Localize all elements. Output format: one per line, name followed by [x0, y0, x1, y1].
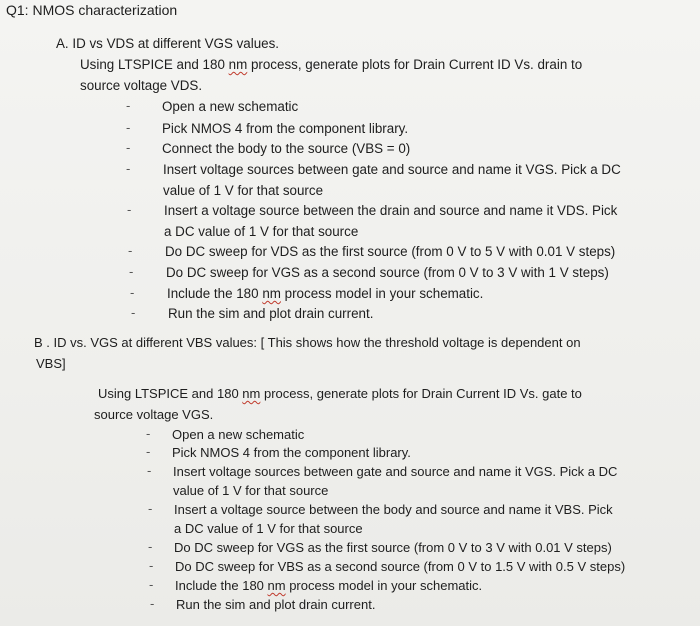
- a-step-sweep-vgs: Do DC sweep for VGS as a second source (from 0 V to 3 V with 1 V steps): [166, 265, 609, 280]
- b-step-open-schematic: Open a new schematic: [172, 427, 305, 442]
- bullet-dash: -: [128, 243, 133, 258]
- a-step-run-sim: Run the sim and plot drain current.: [168, 306, 374, 321]
- bullet-dash: -: [126, 120, 131, 135]
- a-step-insert-vds-line1: Insert a voltage source between the drain and source and name it VDS. Pick: [164, 203, 618, 218]
- b-step-insert-vbs-line2: a DC value of 1 V for that source: [174, 521, 363, 536]
- bullet-dash: -: [148, 501, 153, 516]
- bullet-dash: -: [150, 596, 155, 611]
- bullet-dash: -: [149, 577, 154, 592]
- section-b-intro-line1: Using LTSPICE and 180 nm process, generate plots for Drain Current ID Vs. gate to: [98, 386, 582, 401]
- bullet-dash: -: [126, 140, 131, 155]
- a-step-connect-body: Connect the body to the source (VBS = 0): [162, 141, 411, 156]
- b-step-include-model: Include the 180 nm process model in your schematic.: [175, 578, 483, 593]
- b-step-insert-vbs-line1: Insert a voltage source between the body and source and name it VBS. Pick: [174, 502, 613, 517]
- a-step-insert-vgs-line1: Insert voltage sources between gate and source and name it VGS. Pick a DC: [163, 162, 621, 177]
- a-step-insert-vds-line2: a DC value of 1 V for that source: [164, 224, 359, 239]
- bullet-dash: -: [146, 444, 151, 459]
- section-b-heading-line2: VBS]: [36, 356, 66, 371]
- bullet-dash: -: [129, 264, 134, 279]
- a-step-sweep-vds: Do DC sweep for VDS as the first source (from 0 V to 5 V with 0.01 V steps): [165, 244, 616, 259]
- b-step-insert-vgs-line2: value of 1 V for that source: [173, 483, 329, 498]
- bullet-dash: -: [149, 558, 154, 573]
- section-a-intro-line2: source voltage VDS.: [80, 78, 203, 93]
- bullet-dash: -: [147, 463, 152, 478]
- bullet-dash: -: [127, 202, 132, 217]
- page-title: Q1: NMOS characterization: [6, 2, 178, 18]
- b-step-insert-vgs-line1: Insert voltage sources between gate and source and name it VGS. Pick a DC: [173, 464, 618, 479]
- section-a-intro-line1: Using LTSPICE and 180 nm process, generate plots for Drain Current ID Vs. drain to: [80, 57, 583, 72]
- bullet-dash: -: [126, 161, 131, 176]
- b-step-sweep-vbs: Do DC sweep for VBS as a second source (from 0 V to 1.5 V with 0.5 V steps): [175, 559, 626, 574]
- a-step-include-model: Include the 180 nm process model in your schematic.: [167, 286, 484, 301]
- b-step-pick-nmos: Pick NMOS 4 from the component library.: [172, 445, 411, 460]
- b-step-sweep-vgs: Do DC sweep for VGS as the first source (from 0 V to 3 V with 0.01 V steps): [174, 540, 612, 555]
- bullet-dash: -: [148, 539, 153, 554]
- b-step-run-sim: Run the sim and plot drain current.: [176, 597, 376, 612]
- section-b-heading-line1: B . ID vs. VGS at different VBS values: [ This shows how the threshold voltage is dependent on: [34, 335, 581, 350]
- bullet-dash: -: [131, 305, 136, 320]
- a-step-pick-nmos: Pick NMOS 4 from the component library.: [162, 121, 409, 136]
- a-step-open-schematic: Open a new schematic: [162, 99, 299, 114]
- bullet-dash: -: [126, 98, 131, 113]
- bullet-dash: -: [146, 426, 151, 441]
- a-step-insert-vgs-line2: value of 1 V for that source: [163, 183, 324, 198]
- section-a-heading: A. ID vs VDS at different VGS values.: [56, 36, 280, 51]
- section-b-intro-line2: source voltage VGS.: [94, 407, 214, 422]
- bullet-dash: -: [130, 285, 135, 300]
